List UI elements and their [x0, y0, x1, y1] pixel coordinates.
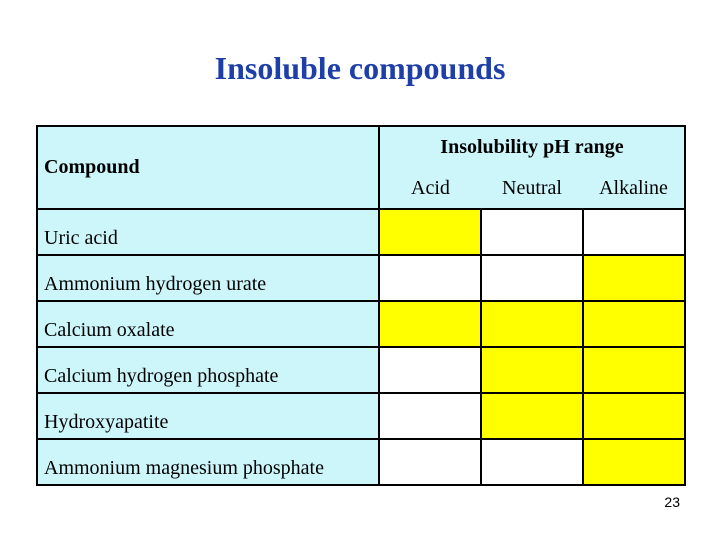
ph-cell-acid: [379, 209, 481, 255]
table-row: [37, 301, 685, 347]
ph-cell-neutral: [481, 439, 583, 485]
insolubility-table: [36, 125, 686, 486]
compound-name: Hydroxyapatite: [37, 393, 379, 439]
ph-cell-acid: [379, 255, 481, 301]
ph-cell-neutral: [481, 301, 583, 347]
compound-name: Calcium oxalate: [37, 301, 379, 347]
ph-cell-acid: [379, 347, 481, 393]
ph-cell-neutral: [481, 255, 583, 301]
table-row: [37, 347, 685, 393]
ph-cell-alkaline: [583, 393, 685, 439]
ph-cell-alkaline: [583, 255, 685, 301]
ph-column-acid: Acid: [379, 168, 481, 210]
compound-name: Ammonium magnesium phosphate: [37, 439, 379, 485]
ph-cell-alkaline: [583, 439, 685, 485]
ph-cell-neutral: [481, 347, 583, 393]
table-row: [37, 255, 685, 301]
compound-name: Ammonium hydrogen urate: [37, 255, 379, 301]
ph-cell-acid: [379, 301, 481, 347]
ph-cell-alkaline: [583, 347, 685, 393]
page-number: 23: [664, 494, 680, 510]
header-row-top: [37, 126, 685, 168]
ph-column-alkaline: Alkaline: [583, 168, 685, 210]
ph-range-header: Insolubility pH range: [379, 126, 685, 168]
compound-name: Calcium hydrogen phosphate: [37, 347, 379, 393]
ph-cell-neutral: [481, 393, 583, 439]
table-row: [37, 439, 685, 485]
table-row: [37, 393, 685, 439]
insolubility-table-wrap: [36, 125, 684, 479]
ph-cell-neutral: [481, 209, 583, 255]
ph-cell-acid: [379, 393, 481, 439]
ph-cell-alkaline: [583, 209, 685, 255]
ph-column-neutral: Neutral: [481, 168, 583, 210]
compound-name: Uric acid: [37, 209, 379, 255]
ph-cell-acid: [379, 439, 481, 485]
compound-header: Compound: [37, 126, 379, 209]
table-row: [37, 209, 685, 255]
slide-title: Insoluble compounds: [214, 50, 506, 86]
ph-cell-alkaline: [583, 301, 685, 347]
